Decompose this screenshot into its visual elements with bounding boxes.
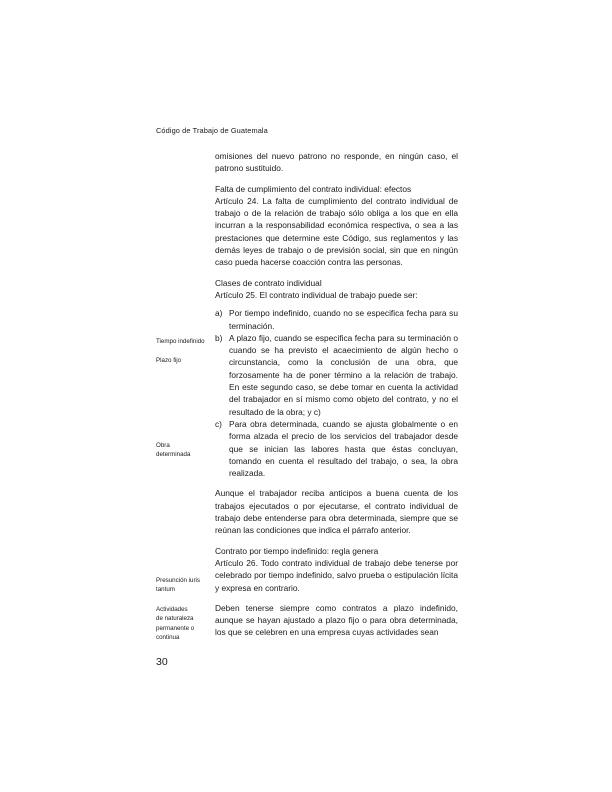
margin-note-plazo-fijo: Plazo fijo [156,357,182,364]
article-25-intro: Artículo 25. El contrato individual de trabajo puede ser: [215,289,418,300]
article-25-closing: Aunque el trabajador reciba anticipos a buena cuenta de los trabajos ejecutados o por ejecutarse, el contrato individual de trabajo debe entenderse para obra determinada, siempre que se reúnan las condiciones que indica el párrafo anterior. [215,488,458,536]
margin-note-line: Presunción iuris [156,577,201,584]
list-marker: c) [215,418,222,429]
list-text: Por tiempo indefinido, cuando no se especifica fecha para su terminación. [229,308,458,331]
list-marker: b) [215,332,223,343]
list-item-c [215,418,458,479]
margin-note-line: permanente o [156,624,195,632]
margin-note-line: tantum [156,586,175,594]
intro-paragraph: omisiones del nuevo patrono no responde, en ningún caso, el patrono sustituido. [215,151,458,174]
running-header: Código de Trabajo de Guatemala [156,126,268,135]
article-24-body: Artículo 24. La falta de cumplimiento del contrato individual de trabajo o de la relación de trabajo sólo obliga a los que en ella incurran a la responsabilidad económica respectiva, o sea a las prestaciones que determine este Código, sus reglamentos y las demás leyes de trabajo o de previsión social, sin que en ningún caso pueda hacerse coacción contra las personas. [215,195,458,268]
margin-note-line: Obra [156,442,170,449]
article-26-body: Artículo 26. Todo contrato individual de trabajo debe tenerse por celebrado por tiempo indefinido, salvo prueba o estipulación lícita y expresa en contrario. [215,557,458,593]
article-26-heading: Contrato por tiempo indefinido: regla genera [215,545,379,556]
margin-note-obra-determinada [156,441,212,460]
list-text: Para obra determinada, cuando se ajusta globalmente o en forma alzada el precio de los servicios del trabajador desde que se inician las labores hasta que éstas concluyan, tomando en cuenta el resultado del trabajo, o sea, la obra realizada. [229,418,458,479]
list-marker: a) [215,308,223,319]
list-item-b [215,332,458,418]
list-item-a [215,307,458,332]
article-24-heading: Falta de cumplimiento del contrato individual: efectos [215,183,412,194]
main-text [215,150,458,639]
margin-note-actividades [156,605,212,643]
margin-note-line: de naturaleza [156,615,194,623]
page-number: 30 [156,656,168,668]
article-26-continuation: Deben tenerse siempre como contratos a plazo indefinido, aunque se hayan ajustado a plazo fijo o para obra determinada, los que se celebren en una empresa cuyas actividades sean [215,602,458,638]
margin-note-line: continua [156,634,180,642]
margin-note-presuncion [156,576,212,595]
margin-note-line: Actividades [156,606,188,613]
margin-note-tiempo-indefinido: Tiempo indefinido [156,338,205,345]
margin-note-line: determinada [156,451,191,459]
list-text: A plazo fijo, cuando se especifica fecha para su terminación o cuando se ha previsto el acaecimiento de algún hecho o circunstancia, como la conclusión de una obra, que forzosamente ha de poner término a la relación de trabajo. En este segundo caso, se debe tomar en cuenta la actividad del trabajador en sí mismo como objeto del contrato, y no el resultado de la obra; y c) [229,332,458,417]
article-25-heading: Clases de contrato individual [215,277,322,288]
